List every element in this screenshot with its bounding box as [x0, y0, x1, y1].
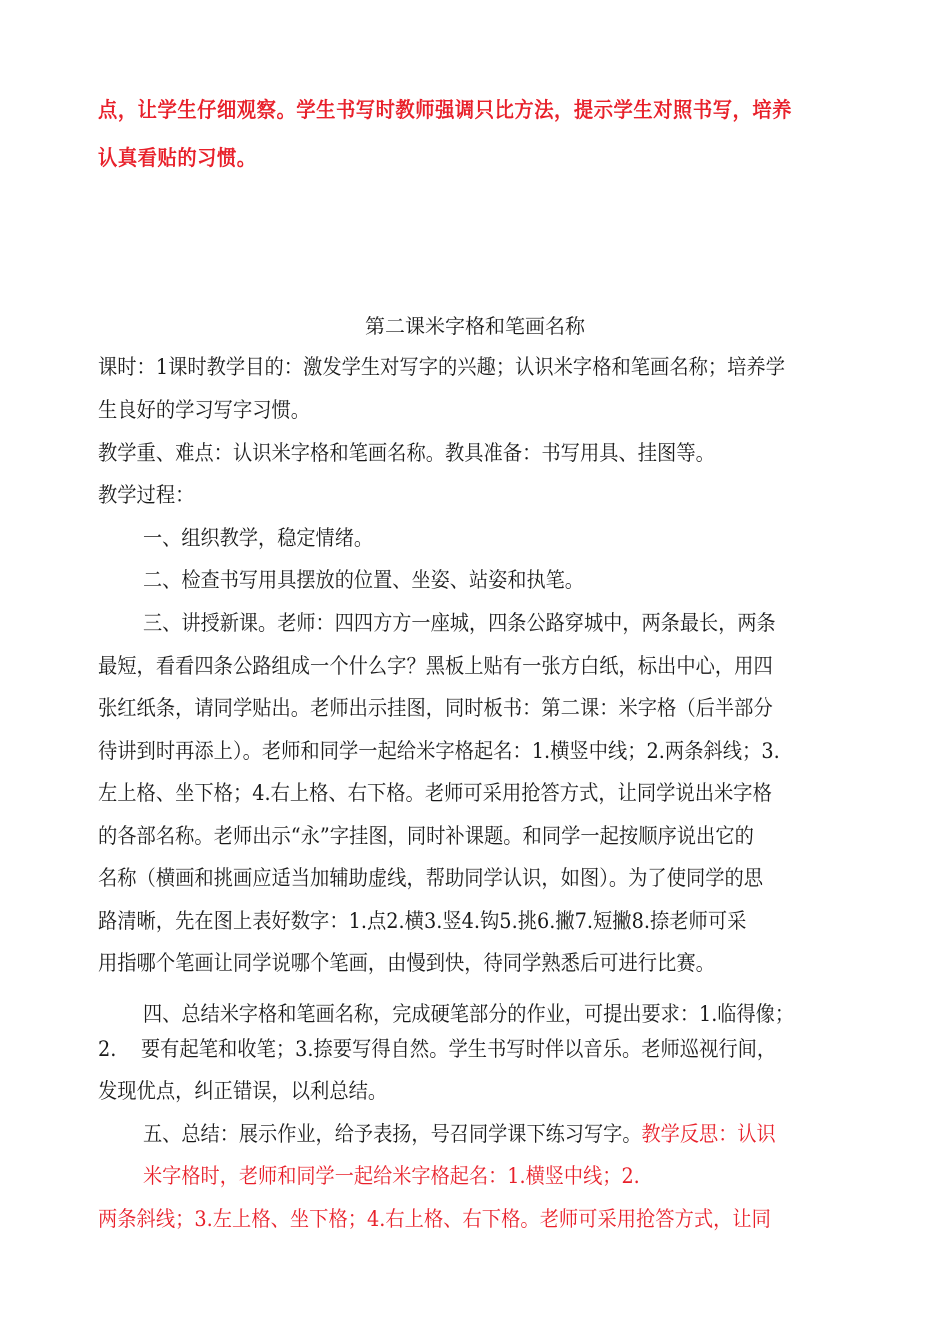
step-4-line: 2. 要有起笔和收笔；3.捺要写得自然。学生书写时伴以音乐。老师巡视行间， [98, 1037, 777, 1061]
step-3-line: 名称（横画和挑画应适当加辅助虚线，帮助同学认识，如图）。为了使同学的思 [98, 866, 764, 890]
intro-line-4: 教学过程： [98, 483, 195, 507]
red-paragraph-line-2: 认真看贴的习惯。 [98, 145, 257, 170]
step-5-line [143, 1120, 880, 1148]
reflection-line-2: 米字格时，老师和同学一起给米字格起名：1.横竖中线；2. [143, 1164, 640, 1188]
step-3-line: 张红纸条，请同学贴出。老师出示挂图，同时板书：第二课：米字格（后半部分 [98, 696, 773, 720]
step-3-line: 三、讲授新课。老师：四四方方一座城，四条公路穿城中，两条最长，两条 [143, 611, 776, 635]
reflection-line-3: 两条斜线；3.左上格、坐下格；4.右上格、右下格。老师可采用抢答方式，让同 [98, 1207, 771, 1231]
step-3-line: 路清晰，先在图上表好数字：1.点2.横3.竖4.钩5.挑6.撇7.短撇8.捺老师可采 [98, 909, 747, 933]
step-3-line: 的各部名称。老师出示“永”字挂图，同时补课题。和同学一起按顺序说出它的 [98, 824, 754, 848]
lesson-title: 第二课米字格和笔画名称 [365, 314, 585, 338]
intro-line-3: 教学重、难点：认识米字格和笔画名称。教具准备：书写用具、挂图等。 [98, 441, 715, 465]
step-1: 一、组织教学，稳定情绪。 [143, 526, 374, 550]
red-paragraph-line-1: 点，让学生仔细观察。学生书写时教师强调只比方法，提示学生对照书写，培养 [98, 97, 793, 122]
step-4-line: 四、总结米字格和笔画名称，完成硬笔部分的作业，可提出要求：1.临得像； [143, 1002, 795, 1026]
step-4-line: 发现优点，纠正错误，以利总结。 [98, 1079, 388, 1103]
step-5-text: 五、总结：展示作业，给予表扬，号召同学课下练习写字。 [143, 1122, 642, 1146]
step-3-line: 用指哪个笔画让同学说哪个笔画，由慢到快，待同学熟悉后可进行比赛。 [98, 951, 715, 975]
step-3-line: 最短，看看四条公路组成一个什么字？黑板上贴有一张方白纸，标出中心，用四 [98, 654, 773, 678]
step-2: 二、检查书写用具摆放的位置、坐姿、站姿和执笔。 [143, 568, 584, 592]
reflection-heading: 教学反思：认识 [641, 1122, 776, 1146]
step-3-line: 待讲到时再添上）。老师和同学一起给米字格起名：1.横竖中线；2.两条斜线；3. [98, 739, 780, 763]
intro-line-1: 课时：1课时教学目的：激发学生对写字的兴趣；认识米字格和笔画名称；培养学 [98, 355, 785, 379]
step-3-line: 左上格、坐下格；4.右上格、右下格。老师可采用抢答方式，让同学说出米字格 [98, 781, 772, 805]
intro-line-2: 生良好的学习写字习惯。 [98, 398, 311, 422]
